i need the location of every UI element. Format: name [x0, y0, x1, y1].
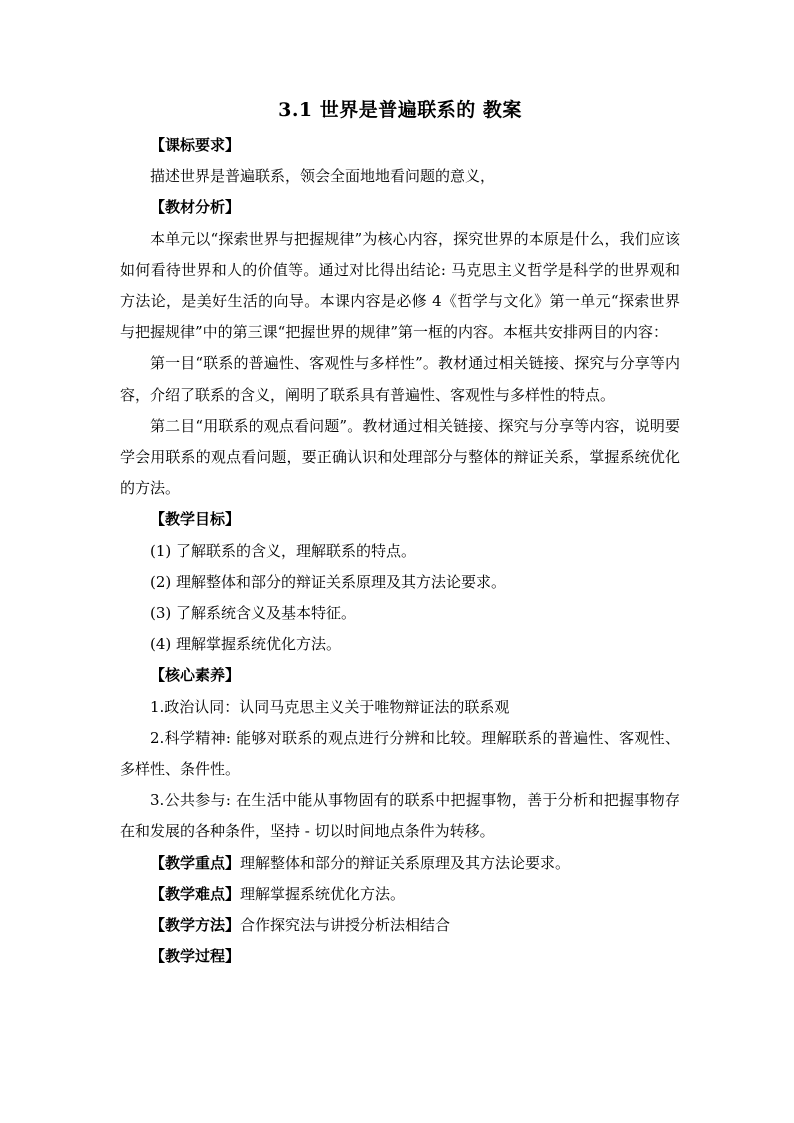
jiaocai-paragraph-2: 第一目“联系的普遍性、客观性与多样性”。教材通过相关链接、探究与分享等内容，介绍了联系的含义，阐明了联系具有普遍性、客观性与多样性的特点。: [120, 354, 680, 404]
section-heading-nandian: 【教学难点】: [150, 884, 241, 903]
zhongdian-line: [120, 848, 680, 879]
mubiao-item-3: (3) 了解系统含义及基本特征。: [150, 604, 357, 623]
nandian-text: 理解掌握系统优化方法。: [240, 884, 406, 903]
jiaocai-paragraph-1: 本单元以“探索世界与把握规律”为核心内容，探究世界的本原是什么，我们应该如何看待世界和人的价值等。通过对比得出结论: 马克思主义哲学是科学的世界观和方法论，是美好生活的向导。本课内容是必修 4《哲学与文化》第一单元“探索世界与把握规律”中的第三课“把握世界的规律”第一框的内容。本框共安排两目的内容：: [120, 229, 680, 342]
section-heading-mubiao: 【教学目标】: [150, 510, 241, 529]
fangfa-text: 合作探究法与讲授分析法相结合: [240, 916, 451, 935]
section-heading-guocheng: 【教学过程】: [150, 947, 241, 966]
kebiao-text: 描述世界是普遍联系，领会全面地地看问题的意义，: [150, 167, 496, 186]
document-page: [120, 96, 680, 972]
section-heading-zhongdian: 【教学重点】: [150, 853, 241, 872]
mubiao-item-2: (2) 理解整体和部分的辩证关系原理及其方法论要求。: [150, 572, 507, 591]
mubiao-item-4: (4) 理解掌握系统优化方法。: [150, 635, 342, 654]
suyang-item-2: 2.科学精神: 能够对联系的观点进行分辨和比较。理解联系的普遍性、客观性、多样性、条件性。: [120, 728, 680, 779]
jiaocai-paragraph-3: 第二目“用联系的观点看问题”。教材通过相关链接、探究与分享等内容，说明要学会用联系的观点看问题，要正确认识和处理部分与整体的辩证关系，掌握系统优化的方法。: [120, 416, 680, 498]
nandian-line: [120, 879, 680, 910]
fangfa-line: [120, 910, 680, 941]
section-heading-kebiao: 【课标要求】: [150, 136, 241, 154]
section-heading-suyang: 【核心素养】: [150, 666, 241, 685]
suyang-item-1: 1.政治认同：认同马克思主义关于唯物辩证法的联系观: [150, 697, 510, 716]
mubiao-item-1: (1) 了解联系的含义，理解联系的特点。: [150, 541, 417, 560]
section-heading-jiaocai: 【教材分析】: [150, 198, 241, 217]
zhongdian-text: 理解整体和部分的辩证关系原理及其方法论要求。: [240, 853, 571, 872]
suyang-item-3: 3.公共参与: 在生活中能从事物固有的联系中把握事物，善于分析和把握事物存在和发展的各种条件，坚持 - 切以时间地点条件为转移。: [120, 791, 680, 841]
document-title: 3.1 世界是普遍联系的 教案: [278, 99, 522, 121]
section-heading-fangfa: 【教学方法】: [150, 916, 241, 935]
